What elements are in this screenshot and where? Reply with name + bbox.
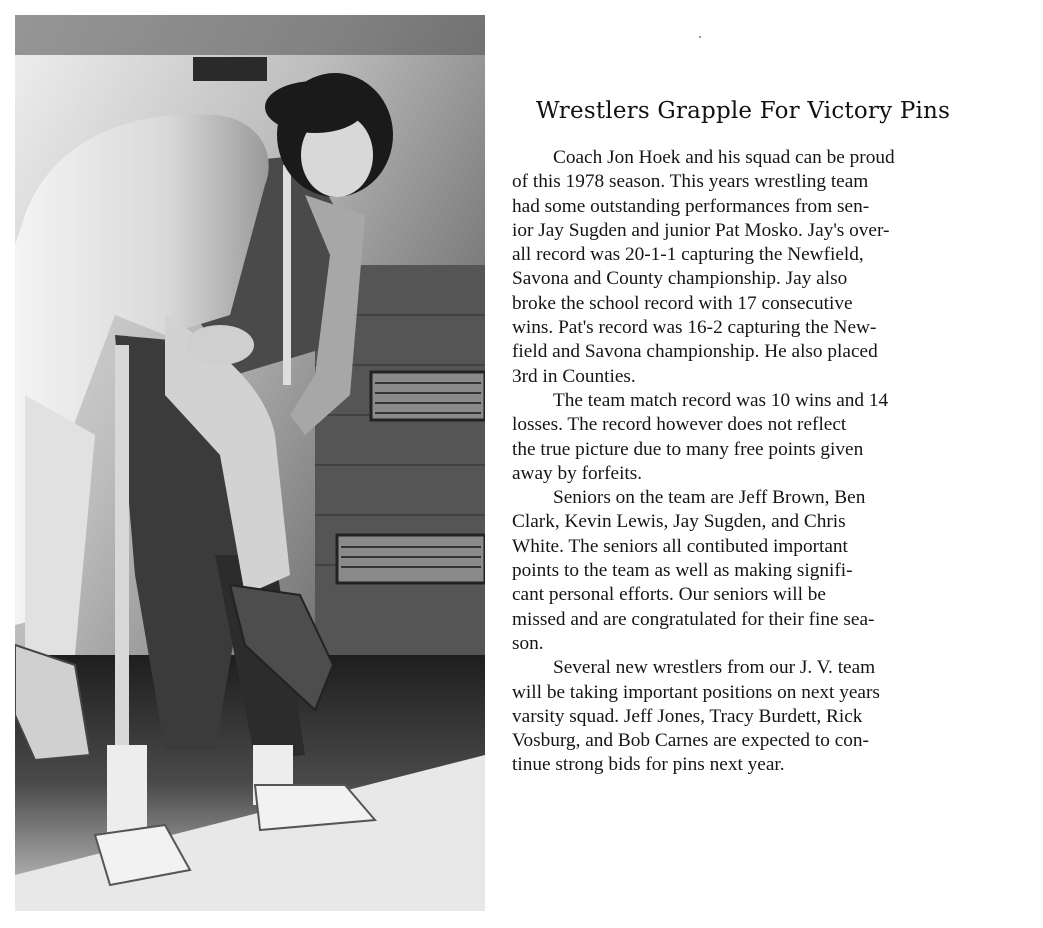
article [512, 93, 1032, 778]
article-body [512, 146, 1032, 778]
text-line: Savona and County championship. Jay also [512, 268, 848, 290]
article-headline: Wrestlers Grapple For Victory Pins [536, 98, 951, 124]
text-line: The team match record was 10 wins and 14 [553, 389, 889, 411]
text-line: missed and are congratulated for their fine sea- [512, 608, 875, 630]
wrestlers-photo [15, 15, 485, 911]
text-line: points to the team as well as making signifi- [512, 560, 853, 582]
text-line: broke the school record with 17 consecutive [512, 292, 853, 314]
text-line: Vosburg, and Bob Carnes are expected to con- [512, 730, 869, 752]
text-line: will be taking important positions on next years [512, 681, 880, 703]
text-line: tinue strong bids for pins next year. [512, 754, 785, 776]
text-line: the true picture due to many free points given [512, 438, 864, 460]
text-line: Seniors on the team are Jeff Brown, Ben [553, 487, 866, 509]
text-line: White. The seniors all contibuted important [512, 535, 848, 557]
text-line: varsity squad. Jeff Jones, Tracy Burdett, Rick [512, 705, 863, 727]
text-line: all record was 20-1-1 capturing the Newfield, [512, 244, 864, 266]
paragraph-seniors [512, 486, 1032, 656]
text-line: wins. Pat's record was 16-2 capturing the New- [512, 317, 877, 339]
text-line: Clark, Kevin Lewis, Jay Sugden, and Chris [512, 511, 846, 533]
text-line: field and Savona championship. He also placed [512, 341, 878, 363]
paragraph-season-summary [512, 146, 1032, 389]
text-line: Coach Jon Hoek and his squad can be proud [553, 147, 895, 168]
print-speck [699, 36, 701, 38]
text-line: Several new wrestlers from our J. V. team [553, 657, 876, 679]
text-line: of this 1978 season. This years wrestling team [512, 171, 869, 193]
text-line: ior Jay Sugden and junior Pat Mosko. Jay's over- [512, 219, 890, 241]
text-line: losses. The record however does not reflect [512, 414, 847, 436]
text-line: cant personal efforts. Our seniors will be [512, 584, 826, 606]
wrestlers-photo-image [15, 15, 485, 911]
paragraph-team-record [512, 389, 1032, 486]
text-line: 3rd in Counties. [512, 365, 636, 387]
paragraph-jv-team [512, 656, 1032, 777]
text-line: son. [512, 632, 544, 654]
text-line: had some outstanding performances from sen- [512, 195, 870, 217]
text-line: away by forfeits. [512, 462, 643, 484]
